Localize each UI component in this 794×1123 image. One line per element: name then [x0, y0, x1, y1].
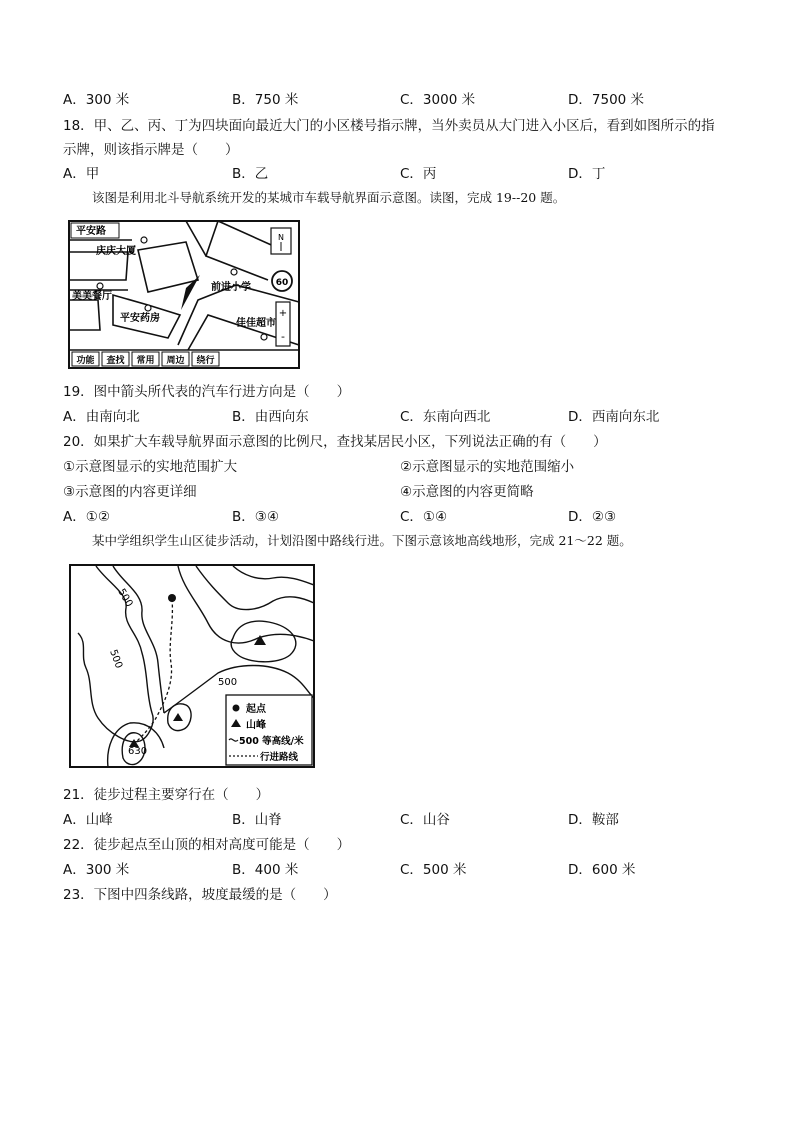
q17-option-d: D．7500 米	[568, 92, 645, 108]
q17-option-a: A．300 米	[63, 92, 130, 108]
nav-button-function[interactable]: 功能	[76, 356, 95, 366]
q20-statement-1: ①示意图显示的实地范围扩大	[63, 459, 238, 475]
q19-option-b: B．由西向东	[232, 409, 309, 425]
contour-map-figure	[68, 563, 316, 769]
legend-contour: 500 等高线/米	[239, 736, 304, 747]
q21-stem: 21．徒步过程主要穿行在（ ）	[63, 787, 270, 803]
contour-label: 500	[115, 587, 135, 610]
place-jiajia: 佳佳超市	[236, 318, 276, 329]
q22-option-b: B．400 米	[232, 862, 299, 878]
q21-option-d: D．鞍部	[568, 812, 619, 828]
zoom-out-button[interactable]: -	[281, 330, 285, 343]
q20-option-b: B．③④	[232, 509, 279, 525]
q18-option-a: A．甲	[63, 166, 100, 182]
q22-option-c: C．500 米	[400, 862, 467, 878]
legend-route: 行进路线	[260, 752, 299, 763]
q19-stem: 19．图中箭头所代表的汽车行进方向是（ ）	[63, 384, 351, 400]
q18-option-b: B．乙	[232, 166, 269, 182]
nav-button-common[interactable]: 常用	[136, 356, 155, 366]
place-qingqing: 庆庆大厦	[96, 246, 136, 257]
intro-21-22: 某中学组织学生山区徒步活动，计划沿图中路线行进。下图示意该地高线地形，完成 21～22 题。	[92, 533, 632, 548]
legend-peak: 山峰	[246, 720, 266, 731]
q20-statement-2: ②示意图显示的实地范围缩小	[400, 459, 575, 475]
q20-statement-4: ④示意图的内容更简略	[400, 484, 534, 500]
place-meimei: 美美餐厅	[72, 291, 112, 302]
north-icon: N	[278, 233, 284, 242]
q20-statement-3: ③示意图的内容更详细	[63, 484, 197, 500]
q20-option-a: A．①②	[63, 509, 110, 525]
contour-label: 630	[128, 746, 148, 757]
legend-start: 起点	[246, 704, 266, 715]
place-pingan: 平安药房	[120, 313, 160, 324]
q19-option-c: C．东南向西北	[400, 409, 491, 425]
nav-map-figure	[68, 220, 300, 370]
q20-option-c: C．①④	[400, 509, 448, 525]
contour-label: 500	[218, 677, 238, 688]
q21-option-a: A．山峰	[63, 812, 113, 828]
nav-button-search[interactable]: 查找	[106, 356, 125, 366]
zoom-in-button[interactable]: +	[278, 308, 288, 319]
q20-option-d: D．②③	[568, 509, 617, 525]
nav-button-detour[interactable]: 绕行	[196, 356, 215, 366]
nav-button-nearby[interactable]: 周边	[166, 356, 185, 366]
place-qianjin: 前进小学	[211, 282, 251, 293]
q18-stem-line1: 18．甲、乙、丙、丁为四块面向最近大门的小区楼号指示牌，当外卖员从大门进入小区后，看到如图所示的指	[63, 118, 715, 134]
q22-option-d: D．600 米	[568, 862, 636, 878]
intro-19-20: 该图是利用北斗导航系统开发的某城市车载导航界面示意图。读图，完成 19--20 题。	[92, 190, 566, 205]
nav-road-label: 平安路	[76, 226, 106, 237]
q17-option-c: C．3000 米	[400, 92, 476, 108]
start-point-icon	[168, 594, 176, 602]
q23-stem: 23．下图中四条线路，坡度最缓的是（ ）	[63, 887, 337, 903]
q18-option-d: D．丁	[568, 166, 606, 182]
q21-option-c: C．山谷	[400, 812, 450, 828]
speed-limit-icon: 60	[275, 278, 289, 288]
q22-stem: 22．徒步起点至山顶的相对高度可能是（ ）	[63, 837, 351, 853]
q18-option-c: C．丙	[400, 166, 437, 182]
q20-stem: 20．如果扩大车载导航界面示意图的比例尺，查找某居民小区，下列说法正确的有（ ）	[63, 434, 607, 450]
q18-stem-line2: 示牌，则该指示牌是（ ）	[63, 142, 239, 158]
q22-option-a: A．300 米	[63, 862, 130, 878]
contour-label: 500	[107, 648, 125, 670]
q21-option-b: B．山脊	[232, 812, 282, 828]
q19-option-a: A．由南向北	[63, 409, 140, 425]
q17-option-b: B．750 米	[232, 92, 299, 108]
q19-option-d: D．西南向东北	[568, 409, 660, 425]
